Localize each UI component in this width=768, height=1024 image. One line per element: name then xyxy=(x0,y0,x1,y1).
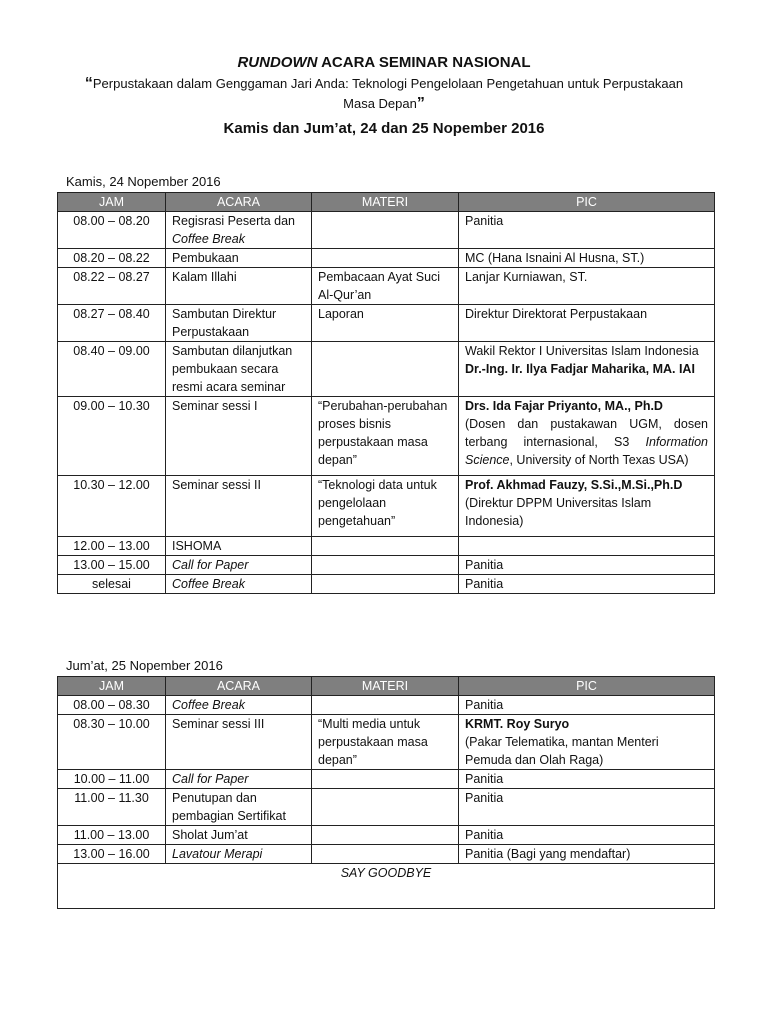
closing-row xyxy=(58,864,715,909)
acara-italic: Coffee Break xyxy=(172,232,245,246)
table-header-row xyxy=(58,193,715,212)
table-header-row xyxy=(58,677,715,696)
column-header-materi: MATERI xyxy=(312,677,459,696)
title-italic: RUNDOWN xyxy=(237,54,318,71)
table-row xyxy=(58,770,715,789)
cell-pic: Panitia (Bagi yang mendaftar) xyxy=(459,845,715,864)
cell-materi: “Perubahan-perubahan proses bisnis perpustakaan masa depan” xyxy=(312,397,459,476)
open-quote: “ xyxy=(84,75,93,92)
cell-pic xyxy=(459,715,715,770)
cell-pic: MC (Hana Isnaini Al Husna, ST.) xyxy=(459,249,715,268)
cell-acara: Penutupan dan pembagian Sertifikat xyxy=(166,789,312,826)
cell-materi: Pembacaan Ayat Suci Al-Qur’an xyxy=(312,268,459,305)
column-header-jam: JAM xyxy=(58,193,166,212)
cell-acara: Coffee Break xyxy=(166,575,312,594)
table-row xyxy=(58,575,715,594)
day2-schedule-table xyxy=(57,676,715,909)
cell-pic xyxy=(459,476,715,537)
cell-jam: 08.27 – 08.40 xyxy=(58,305,166,342)
cell-acara: Call for Paper xyxy=(166,770,312,789)
cell-materi xyxy=(312,770,459,789)
column-header-acara: ACARA xyxy=(166,677,312,696)
day2-label: Jum’at, 25 Nopember 2016 xyxy=(66,658,223,673)
cell-materi xyxy=(312,575,459,594)
cell-pic xyxy=(459,342,715,397)
cell-materi xyxy=(312,212,459,249)
cell-jam: 11.00 – 13.00 xyxy=(58,826,166,845)
cell-materi xyxy=(312,556,459,575)
close-quote: ” xyxy=(416,95,425,112)
title-rest: ACARA SEMINAR NASIONAL xyxy=(317,54,531,71)
pic-text: Wakil Rektor I Universitas Islam Indonesia xyxy=(465,344,699,358)
cell-acara: Seminar sessi III xyxy=(166,715,312,770)
cell-pic: Panitia xyxy=(459,696,715,715)
table-row xyxy=(58,826,715,845)
cell-pic: Panitia xyxy=(459,770,715,789)
pic-name: Prof. Akhmad Fauzy, S.Si.,M.Si.,Ph.D xyxy=(465,478,683,492)
cell-jam: 08.30 – 10.00 xyxy=(58,715,166,770)
seminar-theme xyxy=(84,74,684,114)
cell-jam: 12.00 – 13.00 xyxy=(58,537,166,556)
column-header-pic: PIC xyxy=(459,193,715,212)
table-row xyxy=(58,476,715,537)
pic-desc-italic: Information Science xyxy=(465,435,708,467)
table-row xyxy=(58,845,715,864)
table-row xyxy=(58,397,715,476)
cell-materi xyxy=(312,537,459,556)
cell-pic: Panitia xyxy=(459,556,715,575)
cell-materi: “Multi media untuk perpustakaan masa depan” xyxy=(312,715,459,770)
event-dates: Kamis dan Jum’at, 24 dan 25 Nopember 2016 xyxy=(223,120,545,137)
pic-desc-a: (Dosen dan pustakawan UGM, dosen terbang internasional, S3 xyxy=(465,417,708,449)
pic-name: KRMT. Roy Suryo xyxy=(465,717,570,731)
table-row xyxy=(58,789,715,826)
column-header-acara: ACARA xyxy=(166,193,312,212)
cell-jam: 08.00 – 08.30 xyxy=(58,696,166,715)
table-row xyxy=(58,715,715,770)
cell-jam: 13.00 – 15.00 xyxy=(58,556,166,575)
column-header-pic: PIC xyxy=(459,677,715,696)
cell-jam: 13.00 – 16.00 xyxy=(58,845,166,864)
cell-acara: Call for Paper xyxy=(166,556,312,575)
cell-pic: Lanjar Kurniawan, ST. xyxy=(459,268,715,305)
table-row xyxy=(58,556,715,575)
pic-desc-b: , University of North Texas USA) xyxy=(509,453,689,467)
cell-pic: Panitia xyxy=(459,826,715,845)
cell-pic: Panitia xyxy=(459,575,715,594)
say-goodbye-cell: SAY GOODBYE xyxy=(58,864,715,909)
table-row xyxy=(58,268,715,305)
cell-pic: Panitia xyxy=(459,212,715,249)
document-title xyxy=(0,52,768,74)
pic-name: Drs. Ida Fajar Priyanto, MA., Ph.D xyxy=(465,399,663,413)
cell-jam: 10.30 – 12.00 xyxy=(58,476,166,537)
table-row xyxy=(58,537,715,556)
cell-pic xyxy=(459,397,715,476)
day1-schedule-table xyxy=(57,192,715,594)
cell-materi xyxy=(312,249,459,268)
cell-materi: “Teknologi data untuk pengelolaan pengetahuan” xyxy=(312,476,459,537)
cell-acara: Lavatour Merapi xyxy=(166,845,312,864)
cell-materi xyxy=(312,845,459,864)
pic-name: Dr.-Ing. Ir. Ilya Fadjar Maharika, MA. IAI xyxy=(465,362,695,376)
cell-pic xyxy=(459,537,715,556)
theme-text: Perpustakaan dalam Genggaman Jari Anda: Teknologi Pengelolaan Pengetahuan untuk Perpustakaan Masa Depan xyxy=(92,76,684,111)
table-row xyxy=(58,249,715,268)
acara-text: Regisrasi Peserta dan xyxy=(172,214,295,228)
cell-jam: 11.00 – 11.30 xyxy=(58,789,166,826)
column-header-jam: JAM xyxy=(58,677,166,696)
cell-jam: 08.22 – 08.27 xyxy=(58,268,166,305)
cell-pic: Direktur Direktorat Perpustakaan xyxy=(459,305,715,342)
cell-jam: 08.20 – 08.22 xyxy=(58,249,166,268)
cell-acara: Sholat Jum’at xyxy=(166,826,312,845)
table-row xyxy=(58,696,715,715)
cell-pic: Panitia xyxy=(459,789,715,826)
cell-materi xyxy=(312,826,459,845)
cell-acara xyxy=(166,212,312,249)
table-row xyxy=(58,305,715,342)
day1-label: Kamis, 24 Nopember 2016 xyxy=(66,174,221,189)
cell-materi: Laporan xyxy=(312,305,459,342)
cell-jam: 09.00 – 10.30 xyxy=(58,397,166,476)
table-row xyxy=(58,212,715,249)
cell-acara: Seminar sessi II xyxy=(166,476,312,537)
cell-acara: ISHOMA xyxy=(166,537,312,556)
cell-acara: Sambutan dilanjutkan pembukaan secara resmi acara seminar xyxy=(166,342,312,397)
cell-jam: 08.40 – 09.00 xyxy=(58,342,166,397)
cell-acara: Coffee Break xyxy=(166,696,312,715)
cell-acara: Kalam Illahi xyxy=(166,268,312,305)
column-header-materi: MATERI xyxy=(312,193,459,212)
table-row xyxy=(58,342,715,397)
document-header xyxy=(0,52,768,142)
cell-jam: 08.00 – 08.20 xyxy=(58,212,166,249)
pic-text: (Direktur DPPM Universitas Islam Indonesia) xyxy=(465,496,652,528)
cell-acara: Seminar sessi I xyxy=(166,397,312,476)
cell-jam: selesai xyxy=(58,575,166,594)
cell-materi xyxy=(312,342,459,397)
cell-acara: Pembukaan xyxy=(166,249,312,268)
cell-materi xyxy=(312,789,459,826)
cell-jam: 10.00 – 11.00 xyxy=(58,770,166,789)
cell-materi xyxy=(312,696,459,715)
pic-text: (Pakar Telematika, mantan Menteri Pemuda dan Olah Raga) xyxy=(465,735,659,767)
cell-acara: Sambutan Direktur Perpustakaan xyxy=(166,305,312,342)
pic-description xyxy=(465,415,708,469)
